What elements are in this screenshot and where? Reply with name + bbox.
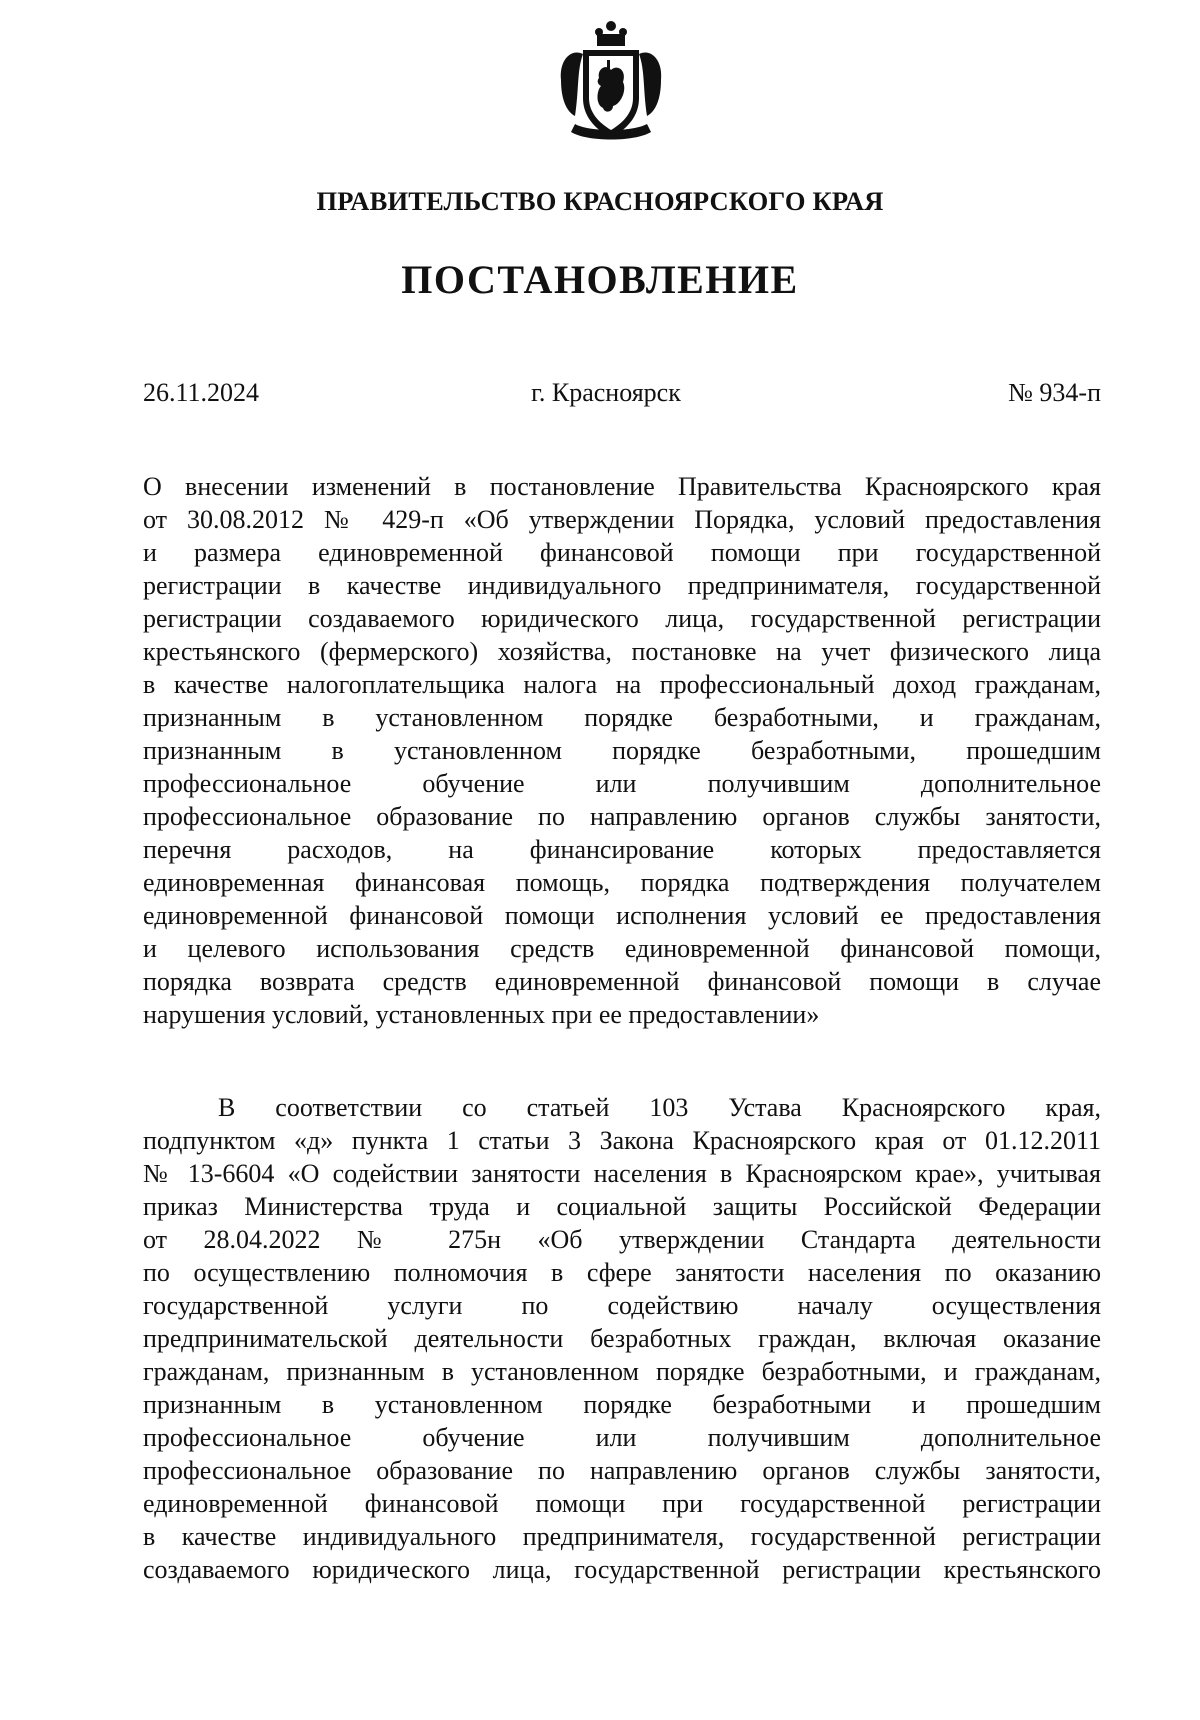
title-line: О внесении изменений в постановление Правительства Красноярского края <box>143 472 1101 501</box>
body-line: создаваемого юридического лица, государственной регистрации крестьянского <box>143 1555 1101 1584</box>
body-line: приказ Министерства труда и социальной защиты Российской Федерации <box>143 1192 1101 1221</box>
body-line: В соответствии со статьей 103 Устава Красноярского края, <box>218 1093 1101 1122</box>
title-line: регистрации в качестве индивидуального предпринимателя, государственной <box>143 571 1101 600</box>
body-line: профессиональное образование по направлению органов службы занятости, <box>143 1456 1101 1485</box>
body-line: от 28.04.2022 № 275н «Об утверждении Стандарта деятельности <box>143 1225 1101 1254</box>
document-date: 26.11.2024 <box>143 378 260 407</box>
coat-of-arms-icon <box>557 20 665 148</box>
title-line: и размера единовременной финансовой помощи при государственной <box>143 538 1101 567</box>
title-line: единовременной финансовой помощи исполнения условий ее предоставления <box>143 901 1101 930</box>
body-line: предпринимательской деятельности безработных граждан, включая оказание <box>143 1324 1101 1353</box>
title-line: регистрации создаваемого юридического лица, государственной регистрации <box>143 604 1101 633</box>
body-line: государственной услуги по содействию началу осуществления <box>143 1291 1101 1320</box>
title-line: единовременная финансовая помощь, порядка подтверждения получателем <box>143 868 1101 897</box>
document-type: ПОСТАНОВЛЕНИЕ <box>401 257 799 302</box>
title-line: признанным в установленном порядке безработными, и гражданам, <box>143 703 1101 732</box>
title-line: в качестве налогоплательщика налога на профессиональный доход гражданам, <box>143 670 1101 699</box>
document-number: № 934-п <box>1008 378 1101 407</box>
document-body <box>143 1091 1101 1586</box>
body-line: профессиональное обучение или получившим дополнительное <box>143 1423 1101 1452</box>
body-line: № 13-6604 «О содействии занятости населения в Красноярском крае», учитывая <box>143 1159 1101 1188</box>
document-title <box>143 470 1101 1031</box>
title-line: и целевого использования средств единовременной финансовой помощи, <box>143 934 1101 963</box>
title-line: перечня расходов, на финансирование которых предоставляется <box>143 835 1101 864</box>
body-line: признанным в установленном порядке безработными и прошедшим <box>143 1390 1101 1419</box>
body-line: в качестве индивидуального предпринимателя, государственной регистрации <box>143 1522 1101 1551</box>
organization-name: ПРАВИТЕЛЬСТВО КРАСНОЯРСКОГО КРАЯ <box>316 186 884 216</box>
body-line: единовременной финансовой помощи при государственной регистрации <box>143 1489 1101 1518</box>
title-line: признанным в установленном порядке безработными, прошедшим <box>143 736 1101 765</box>
body-line: подпунктом «д» пункта 1 статьи 3 Закона Красноярского края от 01.12.2011 <box>143 1126 1101 1155</box>
body-line: гражданам, признанным в установленном порядке безработными, и гражданам, <box>143 1357 1101 1386</box>
title-line: профессиональное обучение или получившим дополнительное <box>143 769 1101 798</box>
body-line: по осуществлению полномочия в сфере занятости населения по оказанию <box>143 1258 1101 1287</box>
title-line: от 30.08.2012 № 429-п «Об утверждении Порядка, условий предоставления <box>143 505 1101 534</box>
document-city: г. Красноярск <box>531 378 681 407</box>
title-line: порядка возврата средств единовременной финансовой помощи в случае <box>143 967 1101 996</box>
title-line: крестьянского (фермерского) хозяйства, постановке на учет физического лица <box>143 637 1101 666</box>
title-line: нарушения условий, установленных при ее предоставлении» <box>143 1000 820 1029</box>
title-line: профессиональное образование по направлению органов службы занятости, <box>143 802 1101 831</box>
